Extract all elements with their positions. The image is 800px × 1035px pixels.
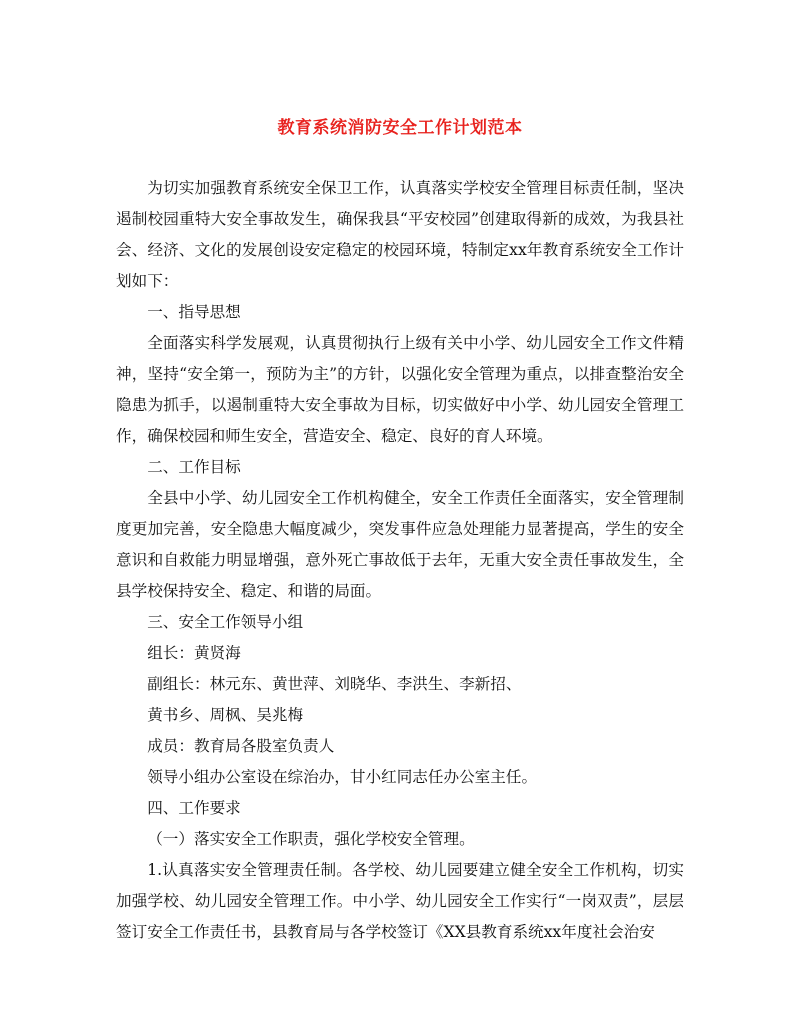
subsection-heading-responsibilities: （一）落实安全工作职责，强化学校安全管理。 bbox=[147, 830, 475, 848]
section-heading-leadership-group: 三、安全工作领导小组 bbox=[147, 613, 304, 631]
guiding-thought-paragraph: 全面落实科学发展观，认真贯彻执行上级有关中小学、幼儿园安全工作文件精神，坚持“安全第一，预防为主”的方针，以强化安全管理为重点，以排查整治安全隐患为抓手，以遏制重特大安全事故为目标，切实做好中小学、幼儿园安全管理工作，确保校园和师生安全，营造安全、稳定、良好的育人环境。 bbox=[116, 334, 684, 445]
section-heading-guiding-thought: 一、指导思想 bbox=[147, 303, 241, 321]
group-leader: 组长：黄贤海 bbox=[147, 644, 241, 662]
section-heading-work-goals: 二、工作目标 bbox=[147, 458, 241, 476]
deputy-leaders-line-1: 副组长：林元东、黄世萍、刘晓华、李洪生、李新招、 bbox=[147, 675, 522, 693]
section-heading-work-requirements: 四、工作要求 bbox=[147, 799, 241, 817]
deputy-leaders-line-2: 黄书乡、周枫、吴兆梅 bbox=[147, 706, 304, 724]
document-title: 教育系统消防安全工作计划范本 bbox=[277, 118, 523, 138]
group-office: 领导小组办公室设在综治办，甘小红同志任办公室主任。 bbox=[147, 768, 538, 786]
document-body bbox=[116, 173, 684, 948]
work-goals-paragraph: 全县中小学、幼儿园安全工作机构健全，安全工作责任全面落实，安全管理制度更加完善，安全隐患大幅度减少，突发事件应急处理能力显著提高，学生的安全意识和自救能力明显增强，意外死亡事故低于去年，无重大安全责任事故发生，全县学校保持安全、稳定、和谐的局面。 bbox=[116, 489, 684, 600]
group-members: 成员：教育局各股室负责人 bbox=[147, 737, 335, 755]
intro-paragraph: 为切实加强教育系统安全保卫工作，认真落实学校安全管理目标责任制，坚决遏制校园重特大安全事故发生，确保我县“平安校园”创建取得新的成效，为我县社会、经济、文化的发展创设安定稳定的校园环境，特制定xx年教育系统安全工作计划如下： bbox=[116, 179, 684, 290]
requirement-item-1: 1.认真落实安全管理责任制。各学校、幼儿园要建立健全安全工作机构，切实加强学校、幼儿园安全管理工作。中小学、幼儿园安全工作实行“一岗双责”，层层签订安全工作责任书，县教育局与各学校签订《XX县教育系统xx年度社会治安 bbox=[116, 861, 684, 941]
